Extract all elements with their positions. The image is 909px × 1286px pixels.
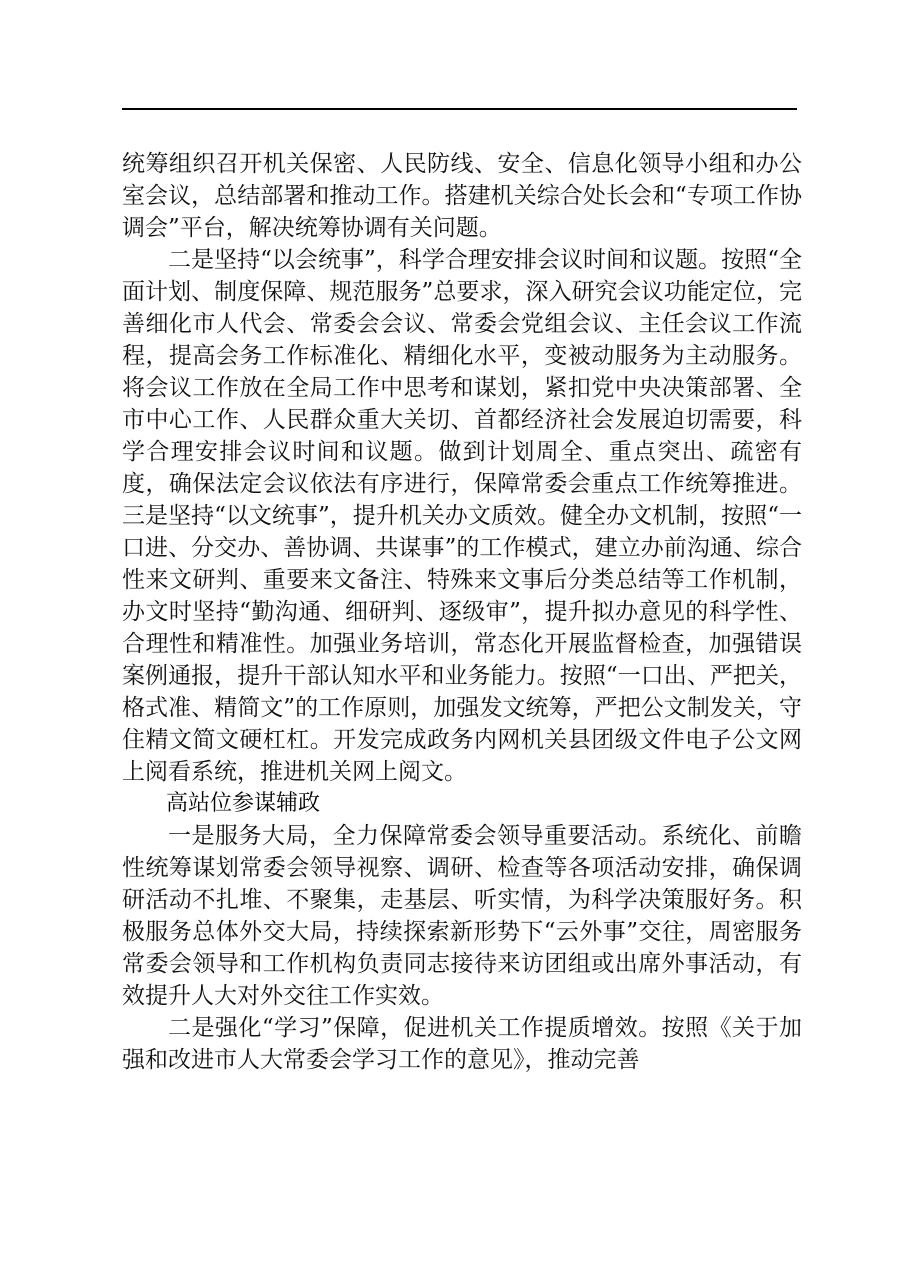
paragraph-serve-overall: 一是服务大局，全力保障常委会领导重要活动。系统化、前瞻性统筹谋划常委会领导视察、调研、检查等各项活动安排，确保调研活动不扎堆、不聚集，走基层、听实情，为科学决策服好务。积极服务总体外交大局，持续探索新形势下“云外事”交往，周密服务常委会领导和工作机构负责同志接待来访团组或出席外事活动，有效提升人大对外交往工作实效。	[122, 823, 802, 1009]
paragraph-meetings-documents: 二是坚持“以会统事”，科学合理安排会议时间和议题。按照“全面计划、制度保障、规范服务”总要求，深入研究会议功能定位，完善细化市人代会、常委会会议、常委会党组会议、主任会议工作流程，提高会务工作标准化、精细化水平，变被动服务为主动服务。将会议工作放在全局工作中思考和谋划，紧扣党中央决策部署、全市中心工作、人民群众重大关切、首都经济社会发展迫切需要，科学合理安排会议时间和议题。做到计划周全、重点突出、疏密有度，确保法定会议依法有序进行，保障常委会重点工作统筹推进。三是坚持“以文统事”，提升机关办文质效。健全办文机制，按照“一口进、分交办、善协调、共谋事”的工作模式，建立办前沟通、综合性来文研判、重要来文备注、特殊来文事后分类总结等工作机制，办文时坚持“勤沟通、细研判、逐级审”，提升拟办意见的科学性、合理性和精准性。加强业务培训，常态化开展监督检查，加强错误案例通报，提升干部认知水平和业务能力。按照“一口出、严把关，格式准、精简文”的工作原则，加强发文统筹，严把公文制发关，守住精文简文硬杠杠。开发完成政务内网机关县团级文件电子公文网上阅看系统，推进机关网上阅文。	[122, 247, 802, 785]
document-body	[122, 148, 802, 1076]
header-rule	[122, 108, 797, 110]
paragraph-continuation: 统筹组织召开机关保密、人民防线、安全、信息化领导小组和办公室会议，总结部署和推动工作。搭建机关综合处长会和“专项工作协调会”平台，解决统筹协调有关问题。	[122, 151, 802, 241]
paragraph-study-support: 二是强化“学习”保障，促进机关工作提质增效。按照《关于加强和改进市人大常委会学习工作的意见》，推动完善	[122, 1015, 802, 1073]
section-heading: 高站位参谋辅政	[166, 791, 321, 816]
